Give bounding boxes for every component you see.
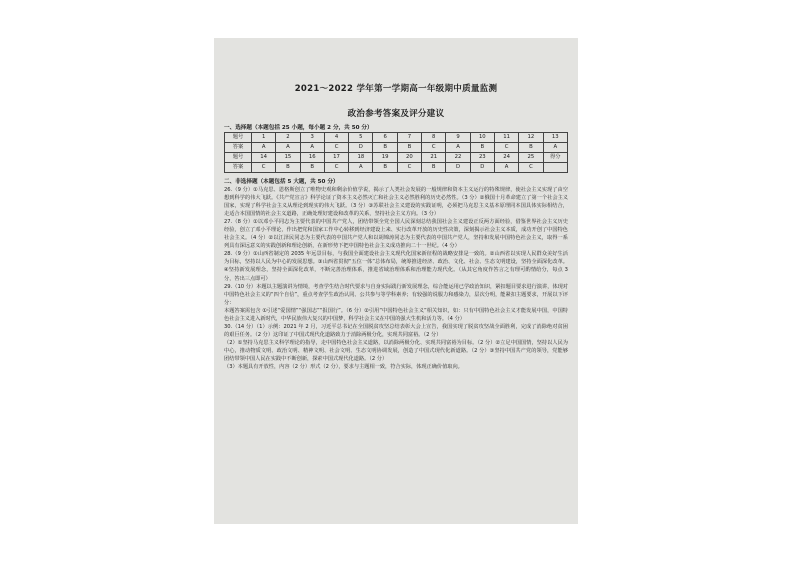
table-cell: 15 [276, 153, 300, 163]
table-cell: A [543, 143, 567, 153]
table-cell: 10 [470, 133, 494, 143]
table-cell: 3 [300, 133, 324, 143]
answer-paragraph: 26.（9 分）①马克思、恩格斯创立了唯物史观和剩余价值学说，揭示了人类社会发展的一般规律和资本主义运行的特殊规律，使社会主义实现了由空想到科学的伟大飞跃。《共产党宣言》科学论证了资本主义必然灭亡和社会主义必然胜利的历史必然性。（3 分）②俄国十月革命建立了第一个社会主义国家，实现了科学社会主义从理论到现实的伟大飞跃。（3 分）③苏联社会主义建设的实践证明，必须把马克思主义基本原理同本国具体实际相结合，走适合本国国情的社会主义道路，正确处理好建设和改革的关系，坚持社会主义方向。（3 分） [224, 187, 568, 218]
table-cell: C [324, 163, 348, 173]
table-cell: 23 [470, 153, 494, 163]
table-cell: 5 [349, 133, 373, 143]
answer-paragraph: （2）①坚持马克思主义科学理论的指导，走中国特色社会主义道路，以消除两极分化、实现共同富裕为目标。（2 分）②立足中国国情，坚持以人民为中心，推动物质文明、政治文明、精神文明、社会文明、生态文明协调发展，创造了中国式现代化新道路。（2 分）③坚持中国共产党的领导，党能够团结带领中国人民在实践中不断创新，探索中国式现代化道路。（2 分） [224, 339, 568, 362]
section-heading-open: 二、非选择题（本题包括 5 大题，共 50 分） [224, 179, 339, 185]
table-cell: 24 [494, 153, 518, 163]
table-cell: 25 [519, 153, 543, 163]
answer-paragraph: 27.（8 分）①以邓小平同志为主要代表的中国共产党人，团结带领全党全国人民深刻总结我国社会主义建设正反两方面经验，借鉴世界社会主义历史经验，创立了邓小平理论，作出把党和国家工作中心转移到经济建设上来、实行改革开放的历史性决策，深刻揭示社会主义本质，成功开创了中国特色社会主义。（4 分）②以江泽民同志为主要代表的中国共产党人和以胡锦涛同志为主要代表的中国共产党人，坚持和发展中国特色社会主义，取得一系列具有深远意义的实践创新和理论创新，在新形势下把中国特色社会主义成功推向二十一世纪。（4 分） [224, 219, 568, 250]
answer-table [224, 132, 568, 173]
table-cell: 22 [446, 153, 470, 163]
table-cell: 21 [422, 153, 446, 163]
table-cell: 14 [252, 153, 276, 163]
table-cell: 1 [252, 133, 276, 143]
document-subtitle: 政治参考答案及评分建议 [347, 109, 445, 119]
table-row [225, 133, 568, 143]
table-cell: B [519, 143, 543, 153]
table-cell [543, 163, 567, 173]
table-cell: 答案 [225, 143, 252, 153]
table-cell: 11 [494, 133, 518, 143]
table-cell: B [276, 163, 300, 173]
table-cell: 13 [543, 133, 567, 143]
table-cell: 9 [446, 133, 470, 143]
section-heading-choice: 一、选择题（本题包括 25 小题，每小题 2 分，共 50 分） [224, 125, 373, 131]
answer-paragraph: 本题答案需包含 ①引述“爱国情”“强国志”“报国行”。（6 分）②引用“中国特色社会主义”相关知识，如：只有中国特色社会主义才能发展中国，中国特色社会主义进入新时代，中华民族伟大复兴的中国梦，科学社会主义在中国的强大生机和活力等。（4 分） [224, 307, 568, 322]
table-cell: A [276, 143, 300, 153]
table-cell: D [470, 163, 494, 173]
table-cell: 题号 [225, 133, 252, 143]
table-cell: 19 [373, 153, 397, 163]
answer-sheet-photo [214, 38, 578, 524]
table-cell: 得分 [543, 153, 567, 163]
table-cell: 17 [324, 153, 348, 163]
table-cell: C [422, 143, 446, 153]
table-cell: 答案 [225, 163, 252, 173]
table-cell: B [470, 143, 494, 153]
table-cell: 4 [324, 133, 348, 143]
table-cell: B [422, 163, 446, 173]
table-cell: A [446, 143, 470, 153]
table-cell: 2 [276, 133, 300, 143]
answer-paragraph: 30.（14 分）（1）示例：2021 年 2 月，习近平总书记在全国脱贫攻坚总结表彰大会上宣告，我国实现了脱贫攻坚战全面胜利，完成了消除绝对贫困的艰巨任务。（2 分）这印证了中国式现代化道路致力于消除两极分化，实现共同富裕。（2 分） [224, 323, 568, 338]
table-cell: C [252, 163, 276, 173]
document-title: 2021～2022 学年第一学期高一年级期中质量监测 [294, 84, 498, 94]
table-row [225, 143, 568, 153]
answer-paragraph: （3）本题具有开放性，内容（2 分）形式（2 分），要求与主题相一致，符合实际，体现正确价值取向。 [224, 364, 463, 371]
table-cell: 6 [373, 133, 397, 143]
table-cell: A [300, 143, 324, 153]
table-cell: 18 [349, 153, 373, 163]
table-cell: B [373, 143, 397, 153]
table-cell: 20 [397, 153, 421, 163]
table-cell: A [252, 143, 276, 153]
table-cell: C [519, 163, 543, 173]
table-cell: B [373, 163, 397, 173]
table-row [225, 153, 568, 163]
table-cell: B [397, 143, 421, 153]
answer-paragraph: 29.（10 分）本题以主题演讲为情境，考查学生结合时代要求与自身实际践行新发展理念，综合能运用已学政治知识，紧扣题目要求进行演讲，体现对中国特色社会主义的“四个自信”，重点考查学生政治认同、公共参与等学科素养；有较强的说服力和感染力，层次分明，能紧扣主题要求，开展以下评分： [224, 283, 568, 306]
table-cell: A [349, 163, 373, 173]
table-cell: C [397, 163, 421, 173]
table-cell: B [300, 163, 324, 173]
table-cell: A [494, 163, 518, 173]
table-cell: 8 [422, 133, 446, 143]
table-cell: C [494, 143, 518, 153]
answer-paragraph: 28.（9 分）①山西省制定的 2035 年远景目标，与我国全面建设社会主义现代化国家新征程的战略安排是一致的。②山西省以实现人民群众美好生活为目标，坚持以人民为中心的发展思想。③山西省贯彻“五位一体”总体布局，统筹推进经济、政治、文化、社会、生态文明建设，坚持全面深化改革。④坚持新发展理念，坚持全面深化改革，不断完善治理体系，推进省域治理体系和治理能力现代化。（从其它角度作答言之有理可酌情给分，每点 3 分，答出三点即可） [224, 251, 568, 282]
table-cell: C [324, 143, 348, 153]
table-cell: 12 [519, 133, 543, 143]
table-row [225, 163, 568, 173]
table-cell: D [349, 143, 373, 153]
table-cell: D [446, 163, 470, 173]
answer-explanations [224, 186, 568, 371]
table-cell: 7 [397, 133, 421, 143]
table-cell: 题号 [225, 153, 252, 163]
table-cell: 16 [300, 153, 324, 163]
